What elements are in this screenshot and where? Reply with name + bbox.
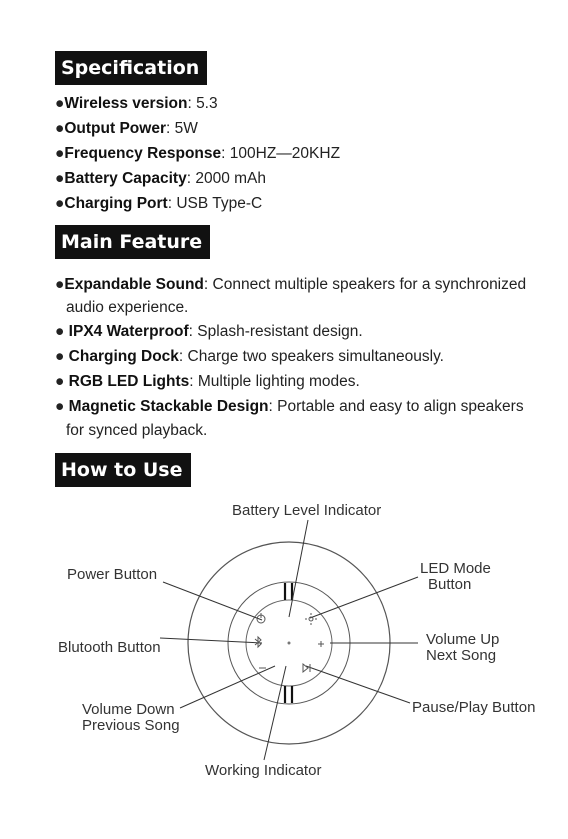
volume-up-icon[interactable] — [318, 641, 324, 647]
specification-heading: Specification — [55, 51, 207, 85]
feature-item-continuation: audio experience. — [66, 299, 189, 316]
feature-item: ● IPX4 Waterproof: Splash-resistant design. — [55, 323, 363, 340]
spec-item: ●Charging Port: USB Type-C — [55, 195, 263, 212]
bluetooth-button-label: Blutooth Button — [58, 639, 161, 656]
volume-down-label: Volume Down Previous Song — [82, 701, 180, 734]
spec-item: ●Wireless version: 5.3 — [55, 95, 218, 112]
led-mode-icon[interactable] — [305, 613, 317, 625]
feature-item: ● Charging Dock: Charge two speakers simultaneously. — [55, 348, 444, 365]
feature-item: ●Expandable Sound: Connect multiple speakers for a synchronized — [55, 276, 527, 293]
spec-item: ●Output Power: 5W — [55, 120, 198, 137]
led-mode-button-label: LED Mode Button — [420, 560, 491, 593]
main-feature-heading: Main Feature — [55, 225, 210, 259]
how-to-use-heading: How to Use — [55, 453, 191, 487]
play-pause-icon[interactable] — [303, 664, 310, 672]
feature-item-continuation: for synced playback. — [66, 422, 208, 439]
feature-item: ● RGB LED Lights: Multiple lighting modes. — [55, 373, 360, 390]
bluetooth-icon[interactable] — [255, 637, 261, 647]
battery-level-indicator-label: Battery Level Indicator — [232, 502, 382, 519]
feature-item: ● Magnetic Stackable Design: Portable and easy to align speakers — [55, 398, 524, 415]
volume-up-label: Volume Up Next Song — [426, 631, 500, 664]
power-icon[interactable] — [257, 613, 265, 623]
power-button-label: Power Button — [67, 566, 158, 583]
center-dot — [288, 642, 291, 645]
working-indicator-label: Working Indicator — [205, 762, 322, 779]
spec-item: ●Frequency Response: 100HZ—20KHZ — [55, 145, 341, 162]
spec-item: ●Battery Capacity: 2000 mAh — [55, 170, 266, 187]
pause-play-button-label: Pause/Play Button — [412, 699, 536, 716]
